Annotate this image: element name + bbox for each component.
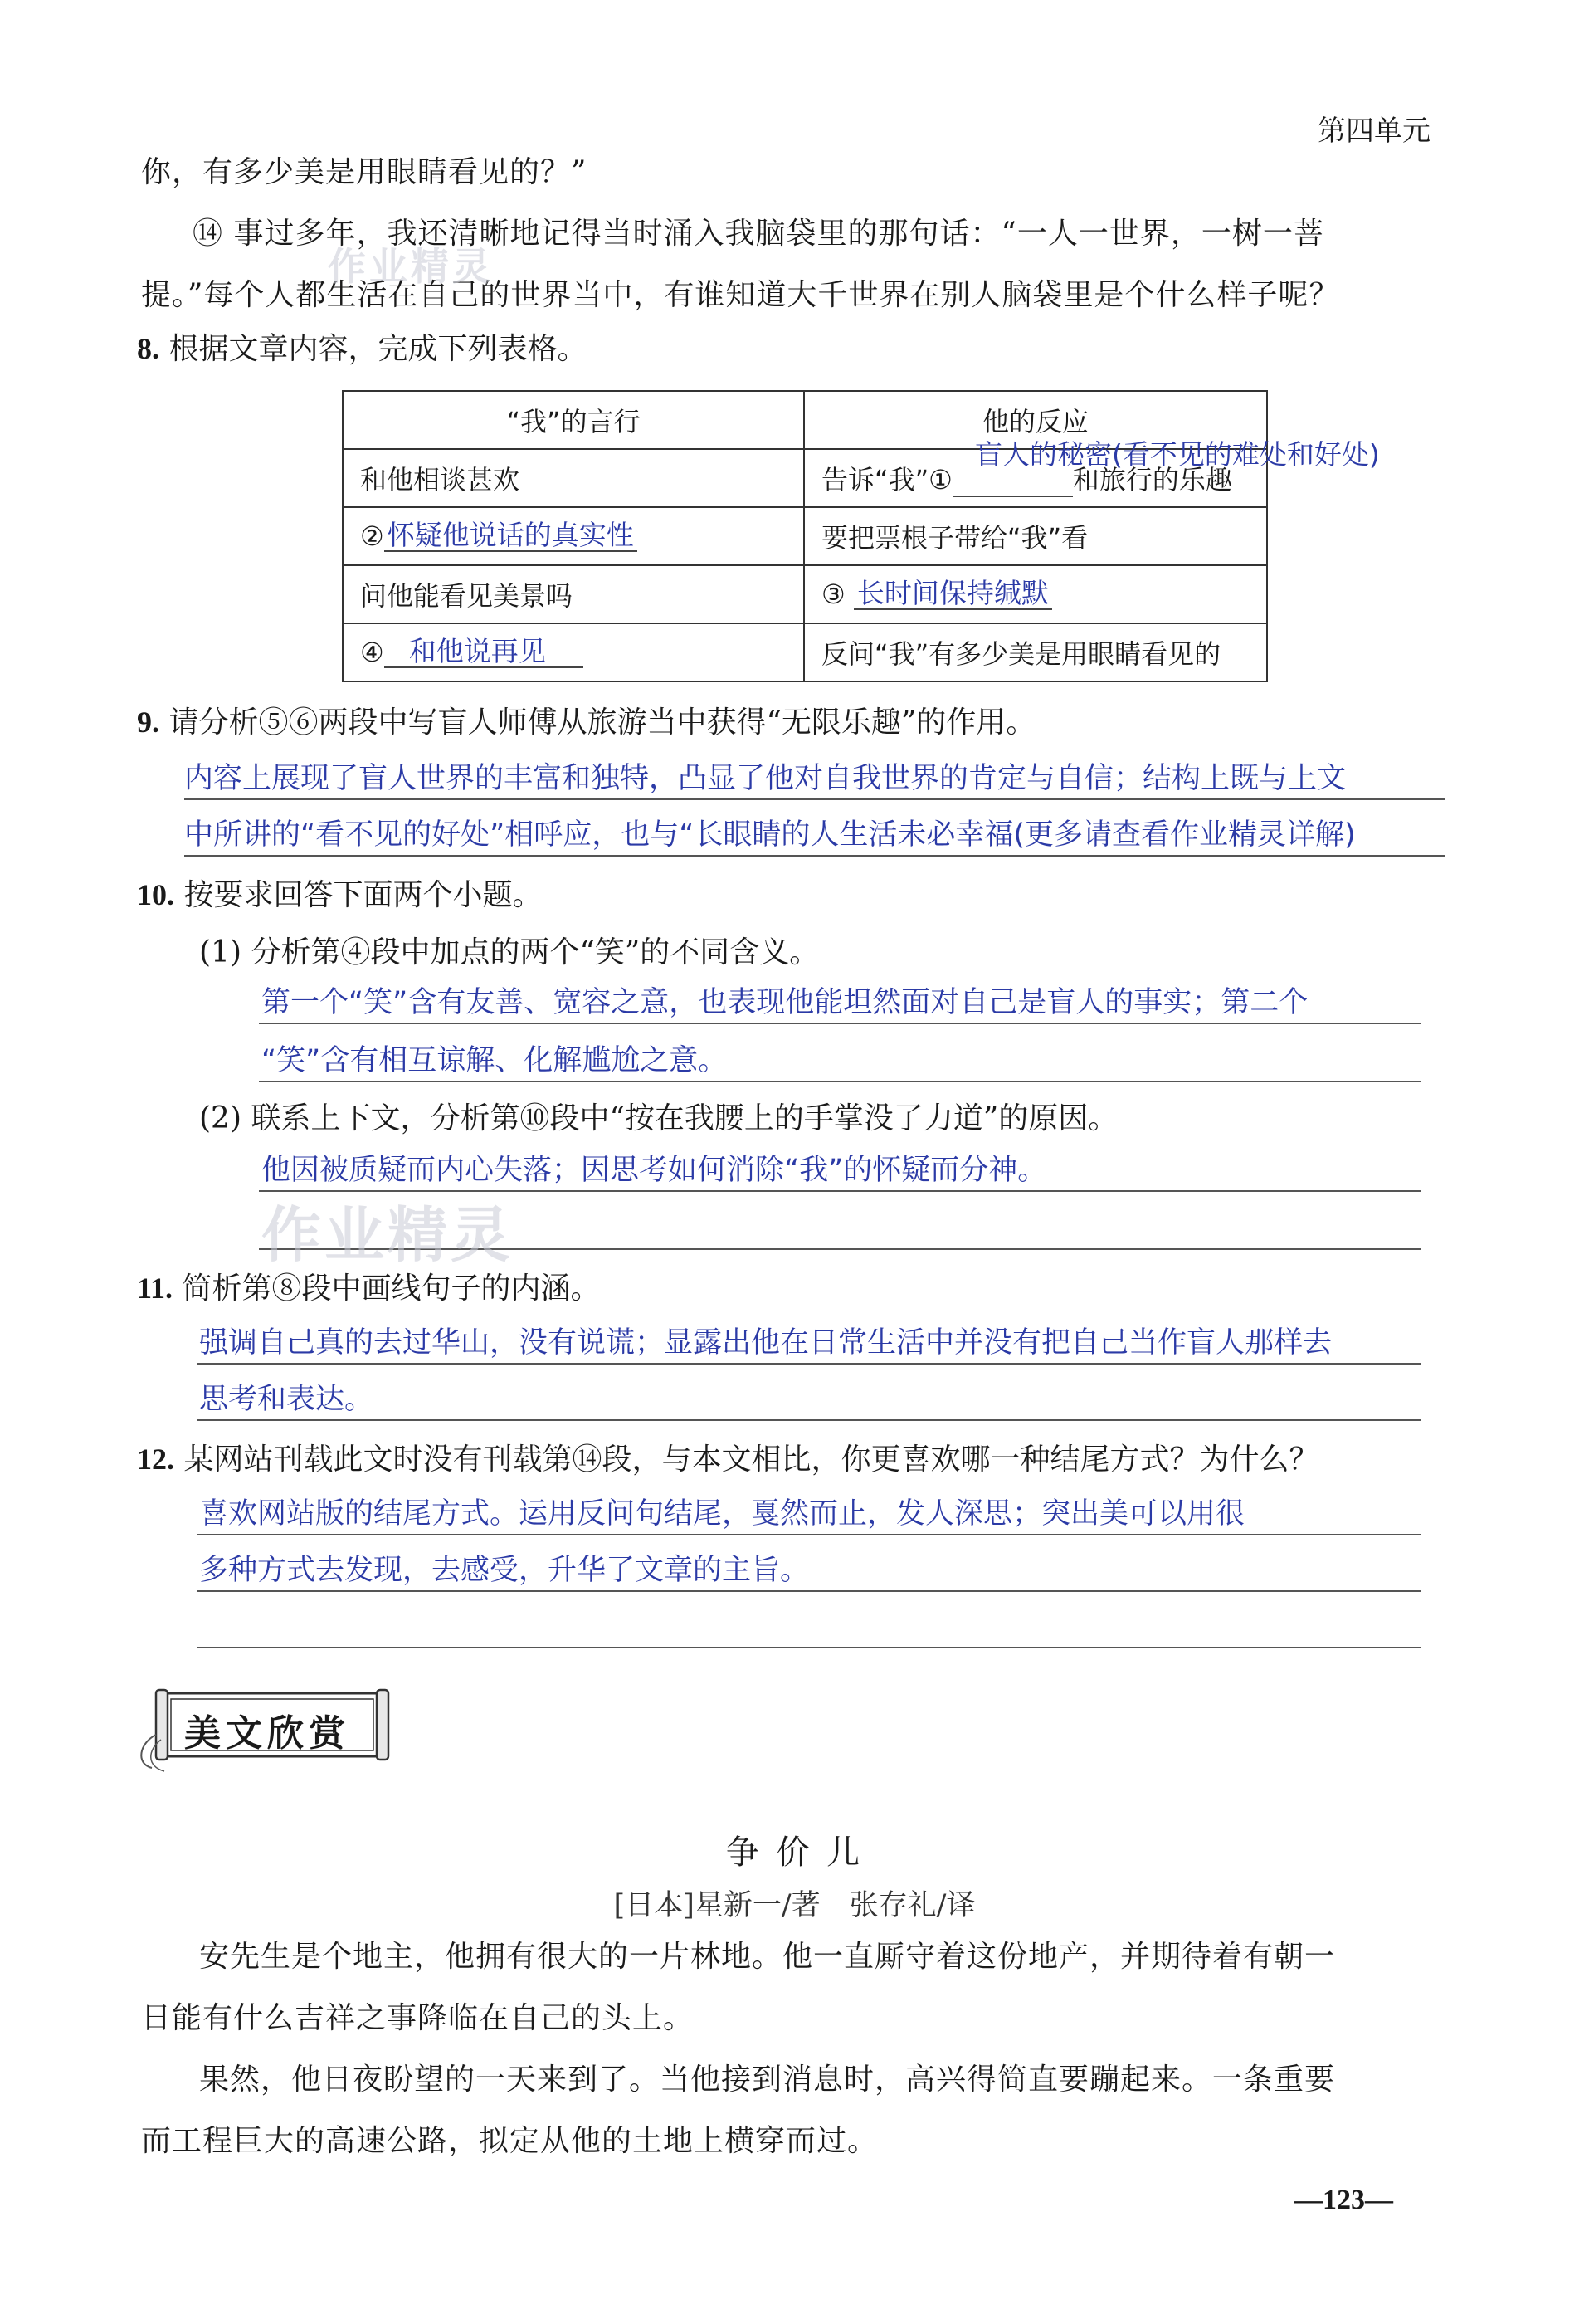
answer-blank-2[interactable]: 怀疑他说话的真实性 <box>384 520 637 552</box>
question-9 <box>137 707 1036 738</box>
answer-rule <box>197 1534 1421 1536</box>
answer-line: 思考和表达。 <box>199 1383 374 1416</box>
question-8 <box>137 334 587 364</box>
question-text: 请分析⑤⑥两段中写盲人师傅从旅游当中获得“无限乐趣”的作用。 <box>168 706 1036 740</box>
answer-line: “笑”含有相互谅解、化解尴尬之意。 <box>261 1044 728 1077</box>
passage-paragraph-14-line1: ⑭ 事过多年，我还清晰地记得当时涌入我脑袋里的那句话：“一人一世界，一树一菩 <box>193 217 1324 251</box>
article-byline: [日本]星新一/著 张存礼/译 <box>613 1889 976 1922</box>
answer-rule <box>197 1647 1421 1648</box>
question-number: 12. <box>137 1443 174 1476</box>
section-badge-label: 美文欣赏 <box>184 1712 350 1755</box>
table-cell <box>804 565 1267 623</box>
answer-rule <box>184 855 1445 857</box>
answer-blank-1[interactable] <box>953 496 1073 497</box>
subquestion-1: (1) 分析第④段中加点的两个“笑”的不同含义。 <box>199 935 820 969</box>
question-text: 按要求回答下面两个小题。 <box>183 878 543 912</box>
blank-marker: ② <box>360 520 384 552</box>
answer-rule <box>259 1023 1421 1024</box>
answer-rule <box>184 798 1445 800</box>
table-cell: 反问“我”有多少美是用眼睛看见的 <box>804 623 1267 681</box>
table-cell: 问他能看见美景吗 <box>343 565 804 623</box>
answer-rule <box>197 1590 1421 1592</box>
watermark: 作业精灵 <box>328 244 494 289</box>
page-number: —123— <box>1294 2185 1393 2215</box>
answer-blank-4[interactable]: 和他说再见 <box>384 637 583 668</box>
answer-line: 内容上展现了盲人世界的丰富和独特，凸显了他对自我世界的肯定与自信；结构上既与上文 <box>184 762 1347 795</box>
section-badge <box>131 1685 405 1776</box>
answer-blank-3[interactable]: 长时间保持缄默 <box>854 579 1052 610</box>
table-cell: 和他相谈甚欢 <box>343 449 804 507</box>
answer-rule <box>197 1419 1421 1421</box>
answer-line: 中所讲的“看不见的好处”相呼应，也与“长眼睛的人生活未必幸福(更多请查看作业精灵详解) <box>184 818 1356 852</box>
question-12 <box>137 1444 1318 1475</box>
article-paragraph-2-line1: 果然，他日夜盼望的一天来到了。当他接到消息时，高兴得简直要蹦起来。一条重要 <box>199 2063 1336 2097</box>
passage-paragraph-14-line2: 提。”每个人都生活在自己的世界当中，有谁知道大千世界在别人脑袋里是个什么样子呢？ <box>141 278 1340 312</box>
question-number: 11. <box>137 1272 173 1305</box>
question-text: 某网站刊载此文时没有刊载第⑭段，与本文相比，你更喜欢哪一种结尾方式？为什么？ <box>183 1443 1319 1477</box>
question-number: 8. <box>137 332 159 365</box>
question-number: 10. <box>137 878 174 911</box>
cell-text: 告诉“我”① <box>821 464 953 496</box>
question-text: 简析第⑧段中画线句子的内涵。 <box>182 1272 601 1306</box>
answer-line: 多种方式去发现，去感受，升华了文章的主旨。 <box>199 1554 810 1587</box>
article-paragraph-1-line2: 日能有什么吉祥之事降临在自己的头上。 <box>141 2001 695 2035</box>
article-paragraph-1-line1: 安先生是个地主，他拥有很大的一片林地。他一直厮守着这份地产，并期待着有朝一 <box>199 1940 1336 1974</box>
answer-rule <box>197 1363 1421 1365</box>
answer-line: 喜欢网站版的结尾方式。运用反问句结尾，戛然而止，发人深思；突出美可以用很 <box>199 1497 1245 1531</box>
table-header-left: “我”的言行 <box>343 391 804 449</box>
answer-line: 他因被质疑而内心失落；因思考如何消除“我”的怀疑而分神。 <box>261 1154 1047 1187</box>
unit-header: 第四单元 <box>1318 115 1431 148</box>
question-number: 9. <box>137 706 159 739</box>
passage-line: 你，有多少美是用眼睛看见的？” <box>141 155 587 189</box>
handwritten-answer-1: 盲人的秘密(看不见的难处和好处) <box>975 438 1380 471</box>
blank-marker: ④ <box>360 637 384 668</box>
question-10 <box>137 880 542 911</box>
table-header-right: 他的反应 <box>804 391 1267 449</box>
article-title: 争 价 儿 <box>725 1833 864 1872</box>
table-cell <box>343 623 804 681</box>
table-cell <box>343 507 804 565</box>
question-11 <box>137 1273 600 1304</box>
article-paragraph-2-line2: 而工程巨大的高速公路，拟定从他的土地上横穿而过。 <box>141 2124 879 2158</box>
answer-line: 第一个“笑”含有友善、宽容之意，也表现他能坦然面对自己是盲人的事实；第二个 <box>261 986 1309 1019</box>
subquestion-2: (2) 联系上下文，分析第⑩段中“按在我腰上的手掌没了力道”的原因。 <box>199 1101 1119 1135</box>
question-text: 根据文章内容，完成下列表格。 <box>168 332 587 366</box>
blank-marker: ③ <box>821 579 846 610</box>
cell-text: 和旅行的乐趣 <box>1072 464 1232 496</box>
answer-line: 强调自己真的去过华山，没有说谎；显露出他在日常生活中并没有把自己当作盲人那样去 <box>199 1326 1333 1360</box>
table-cell: 要把票根子带给“我”看 <box>804 507 1267 565</box>
answer-rule <box>259 1081 1421 1082</box>
watermark: 作业精灵 <box>261 1200 514 1270</box>
